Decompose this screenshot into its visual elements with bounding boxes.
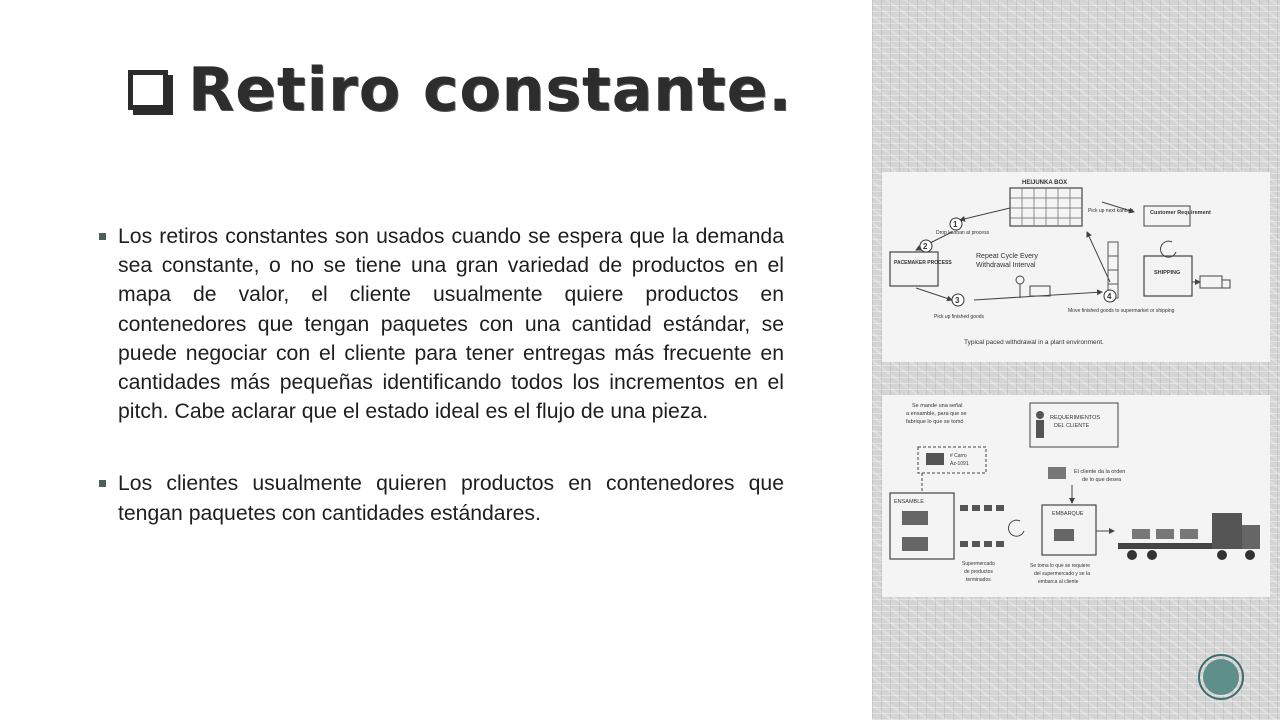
constant-withdrawal-spanish-diagram: [882, 395, 1270, 597]
supermarket-items: [960, 505, 1004, 547]
slide-nav-button[interactable]: [1198, 654, 1244, 700]
delivery-truck-icon: [1118, 513, 1260, 560]
cycle-icon: [1009, 520, 1024, 536]
step-number: 4: [1107, 292, 1112, 301]
order-card-icon: [1048, 467, 1066, 479]
truck-icon: [1200, 276, 1222, 288]
requerimientos-line2: DEL CLIENTE: [1054, 423, 1090, 429]
checkbox-bullet-icon: [128, 70, 168, 110]
repeat-cycle-line1: Repeat Cycle Every: [976, 253, 1038, 260]
embarque-label: EMBARQUE: [1052, 511, 1084, 517]
move-goods-note: Move finished goods to supermarket or shipping: [1068, 308, 1175, 314]
step-number: 3: [955, 296, 960, 305]
super-line1: Supermercado: [962, 561, 995, 567]
signal-note-line1: Se mande una señal: [912, 403, 963, 409]
orden-line2: de lo que desea: [1082, 477, 1122, 483]
pick-up-goods-note: Pick up finished goods: [934, 314, 985, 320]
pacemaker-label: PACEMAKER PROCESS: [894, 260, 952, 266]
repeat-cycle-line2: Withdrawal Interval: [976, 262, 1036, 269]
bullet-paragraph: Los retiros constantes son usados cuando se espera que la demanda sea constante, o no se tiene una gran variedad de productos en el mapa de valor, el cliente usualmente quiere productos en contenedores que tengan paquetes con una cantidad estándar, se puede negociar con el cliente para tener entregas más frecuente en cantidades más pequeñas identificando todos los incrementos en el pitch. Cabe aclarar que el estado ideal es el flujo de una pieza.: [99, 222, 784, 426]
ensamble-label: ENSAMBLE: [894, 499, 924, 505]
figure-caption: Typical paced withdrawal in a plant environment.: [964, 339, 1104, 346]
step-number: 2: [923, 242, 928, 251]
customer-icon: [1036, 411, 1044, 419]
toma-line3: embarca al cliente: [1038, 579, 1079, 585]
pacemaker-box: [890, 252, 938, 286]
orden-line1: El cliente da la orden: [1074, 469, 1126, 475]
pick-up-kanban-note: Pick up next kanban: [1088, 208, 1134, 214]
cart-icon: [1030, 286, 1050, 296]
requerimientos-line1: REQUERIMIENTOS: [1050, 415, 1101, 421]
body-text: [99, 222, 784, 571]
worker-icon: [1016, 276, 1024, 284]
car-icon: [926, 453, 944, 465]
super-line2: de productos: [964, 569, 993, 575]
shipping-box: [1144, 256, 1192, 296]
carro-line2: Az-1091: [950, 461, 969, 467]
heijunka-label: HEIJUNKA BOX: [1022, 180, 1068, 186]
step-number: 1: [953, 220, 958, 229]
carro-line1: # Carro: [950, 453, 967, 459]
customer-label: Customer Requirement: [1150, 210, 1211, 216]
super-line3: terminados: [966, 577, 991, 583]
slide-nav-button-fill: [1203, 659, 1239, 695]
drop-kanban-note: Drop kanban at process: [936, 230, 990, 236]
bullet-paragraph: Los clientes usualmente quieren productos en contenedores que tengan paquetes con cantidades estándares.: [99, 469, 784, 527]
slide-title: [128, 55, 792, 125]
shipping-label: SHIPPING: [1154, 270, 1181, 276]
slide-title-text: Retiro constante.: [188, 55, 793, 125]
customer-box: [1144, 206, 1190, 226]
toma-line2: del supermercado y se la: [1034, 571, 1090, 577]
signal-note-line2: a ensamble, para que se: [906, 411, 967, 417]
signal-note-line3: fabrique lo que se tomó: [906, 419, 964, 425]
cycle-icon: [1161, 241, 1176, 257]
paced-withdrawal-diagram: [882, 172, 1270, 362]
toma-line1: Se toma lo que se requiere: [1030, 563, 1091, 569]
